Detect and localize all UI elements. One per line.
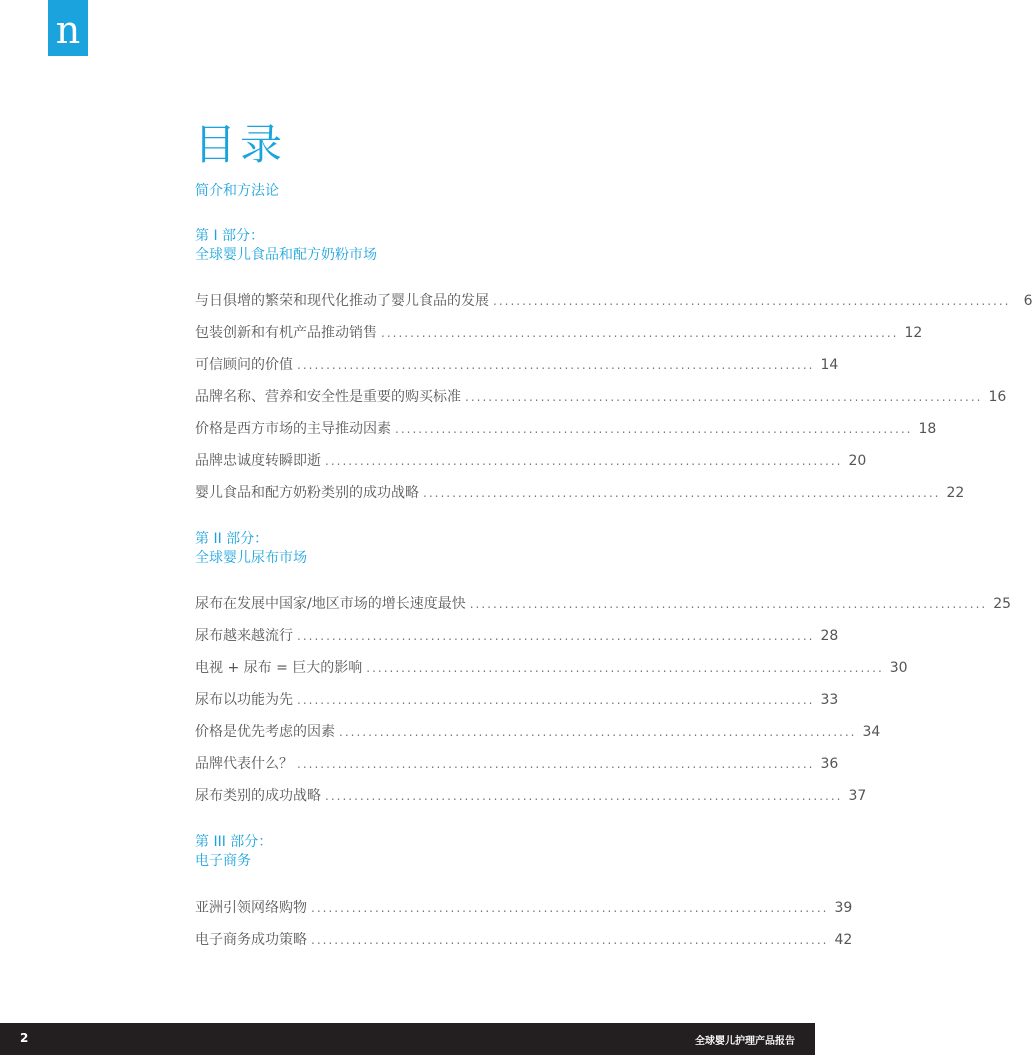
footer-page-number: 2: [20, 1031, 29, 1045]
part-3-heading: [195, 833, 272, 871]
toc-entry[interactable]: [195, 593, 1012, 613]
toc-entry-label: 电子商务成功策略: [195, 932, 307, 948]
logo-letter: n: [55, 8, 81, 52]
toc-entry[interactable]: [195, 625, 839, 645]
toc-leader-dots: .........................................................................................: [297, 757, 815, 771]
part-3-subtitle: 电子商务: [195, 853, 251, 869]
toc-leader-dots: .........................................................................................: [325, 789, 843, 803]
toc-entry-label: 可信顾问的价值: [195, 357, 293, 373]
toc-leader-dots: .........................................................................................: [493, 294, 1011, 308]
toc-entry-page: 20: [848, 453, 867, 469]
toc-leader-dots: .........................................................................................: [297, 629, 815, 643]
toc-entry-label: 包装创新和有机产品推动销售: [195, 325, 377, 341]
toc-entry-page: 6: [1023, 293, 1033, 309]
toc-entry[interactable]: [195, 386, 1007, 406]
toc-entry-page: 25: [993, 596, 1012, 612]
toc-entry-page: 36: [820, 756, 839, 772]
toc-entry[interactable]: [195, 290, 1033, 310]
toc-entry-label: 电视 + 尿布 = 巨大的影响: [195, 660, 363, 676]
toc-entry-label: 品牌忠诚度转瞬即逝: [195, 453, 321, 469]
footer-report-name: 全球婴儿护理产品报告: [695, 1036, 795, 1047]
toc-leader-dots: .........................................................................................: [311, 901, 829, 915]
toc-leader-dots: .........................................................................................: [465, 390, 983, 404]
toc-entry[interactable]: [195, 689, 839, 709]
toc-entry-page: 14: [820, 357, 839, 373]
part-3-label: 第 III 部分：: [195, 834, 273, 850]
toc-entry-page: 22: [946, 485, 965, 501]
toc-entry-label: 婴儿食品和配方奶粉类别的成功战略: [195, 485, 419, 501]
toc-leader-dots: .........................................................................................: [339, 725, 857, 739]
part-1-subtitle: 全球婴儿食品和配方奶粉市场: [195, 247, 377, 263]
toc-entry-page: 30: [889, 660, 908, 676]
toc-entry[interactable]: [195, 721, 881, 741]
toc-entry[interactable]: [195, 418, 937, 438]
toc-entry-page: 42: [834, 932, 853, 948]
part-2-heading: [195, 530, 307, 568]
toc-entry-page: 18: [918, 421, 937, 437]
toc-entry[interactable]: [195, 929, 853, 949]
toc-entry-page: 37: [848, 788, 867, 804]
toc-entry-label: 价格是西方市场的主导推动因素: [195, 421, 391, 437]
toc-leader-dots: .........................................................................................: [423, 486, 941, 500]
toc-leader-dots: .........................................................................................: [395, 422, 913, 436]
toc-leader-dots: .........................................................................................: [469, 597, 988, 611]
page-title: 目录: [194, 120, 287, 170]
toc-entry-label: 尿布越来越流行: [195, 628, 293, 644]
toc-entry-label: 价格是优先考虑的因素: [195, 724, 335, 740]
toc-entry-label: 与日俱增的繁荣和现代化推动了婴儿食品的发展: [195, 293, 489, 309]
toc-entry[interactable]: [195, 785, 867, 805]
part-2-subtitle: 全球婴儿尿布市场: [195, 550, 307, 566]
toc-entry[interactable]: [195, 450, 867, 470]
toc-entry[interactable]: [195, 322, 923, 342]
toc-entry-page: 12: [904, 325, 923, 341]
toc-leader-dots: .........................................................................................: [297, 358, 815, 372]
toc-entry[interactable]: [195, 657, 908, 677]
toc-entry-label: 尿布以功能为先: [195, 692, 293, 708]
toc-entry[interactable]: [195, 897, 853, 917]
toc-intro-heading: 简介和方法论: [195, 183, 279, 199]
part-1-label: 第 I 部分：: [195, 228, 265, 244]
toc-entry-page: 34: [862, 724, 881, 740]
toc-entry-label: 品牌名称、营养和安全性是重要的购买标准: [195, 389, 461, 405]
part-1-heading: [195, 227, 377, 265]
toc-entry[interactable]: [195, 482, 965, 502]
toc-entry-page: 16: [988, 389, 1007, 405]
part-2-label: 第 II 部分：: [195, 531, 269, 547]
toc-leader-dots: .........................................................................................: [325, 454, 843, 468]
toc-leader-dots: .........................................................................................: [297, 693, 815, 707]
toc-entry-page: 28: [820, 628, 839, 644]
toc-entry[interactable]: [195, 354, 839, 374]
toc-leader-dots: .........................................................................................: [311, 933, 829, 947]
toc-entry-page: 39: [834, 900, 853, 916]
toc-leader-dots: .........................................................................................: [366, 661, 884, 675]
toc-entry-page: 33: [820, 692, 839, 708]
toc-entry-label: 品牌代表什么？: [195, 756, 293, 772]
page-footer: [0, 1023, 815, 1055]
toc-entry-label: 亚洲引领网络购物: [195, 900, 307, 916]
toc-entry-label: 尿布在发展中国家/地区市场的增长速度最快: [195, 596, 466, 612]
toc-leader-dots: .........................................................................................: [381, 326, 899, 340]
toc-entry[interactable]: [195, 753, 839, 773]
nielsen-logo: [48, 0, 88, 56]
toc-entry-label: 尿布类别的成功战略: [195, 788, 321, 804]
